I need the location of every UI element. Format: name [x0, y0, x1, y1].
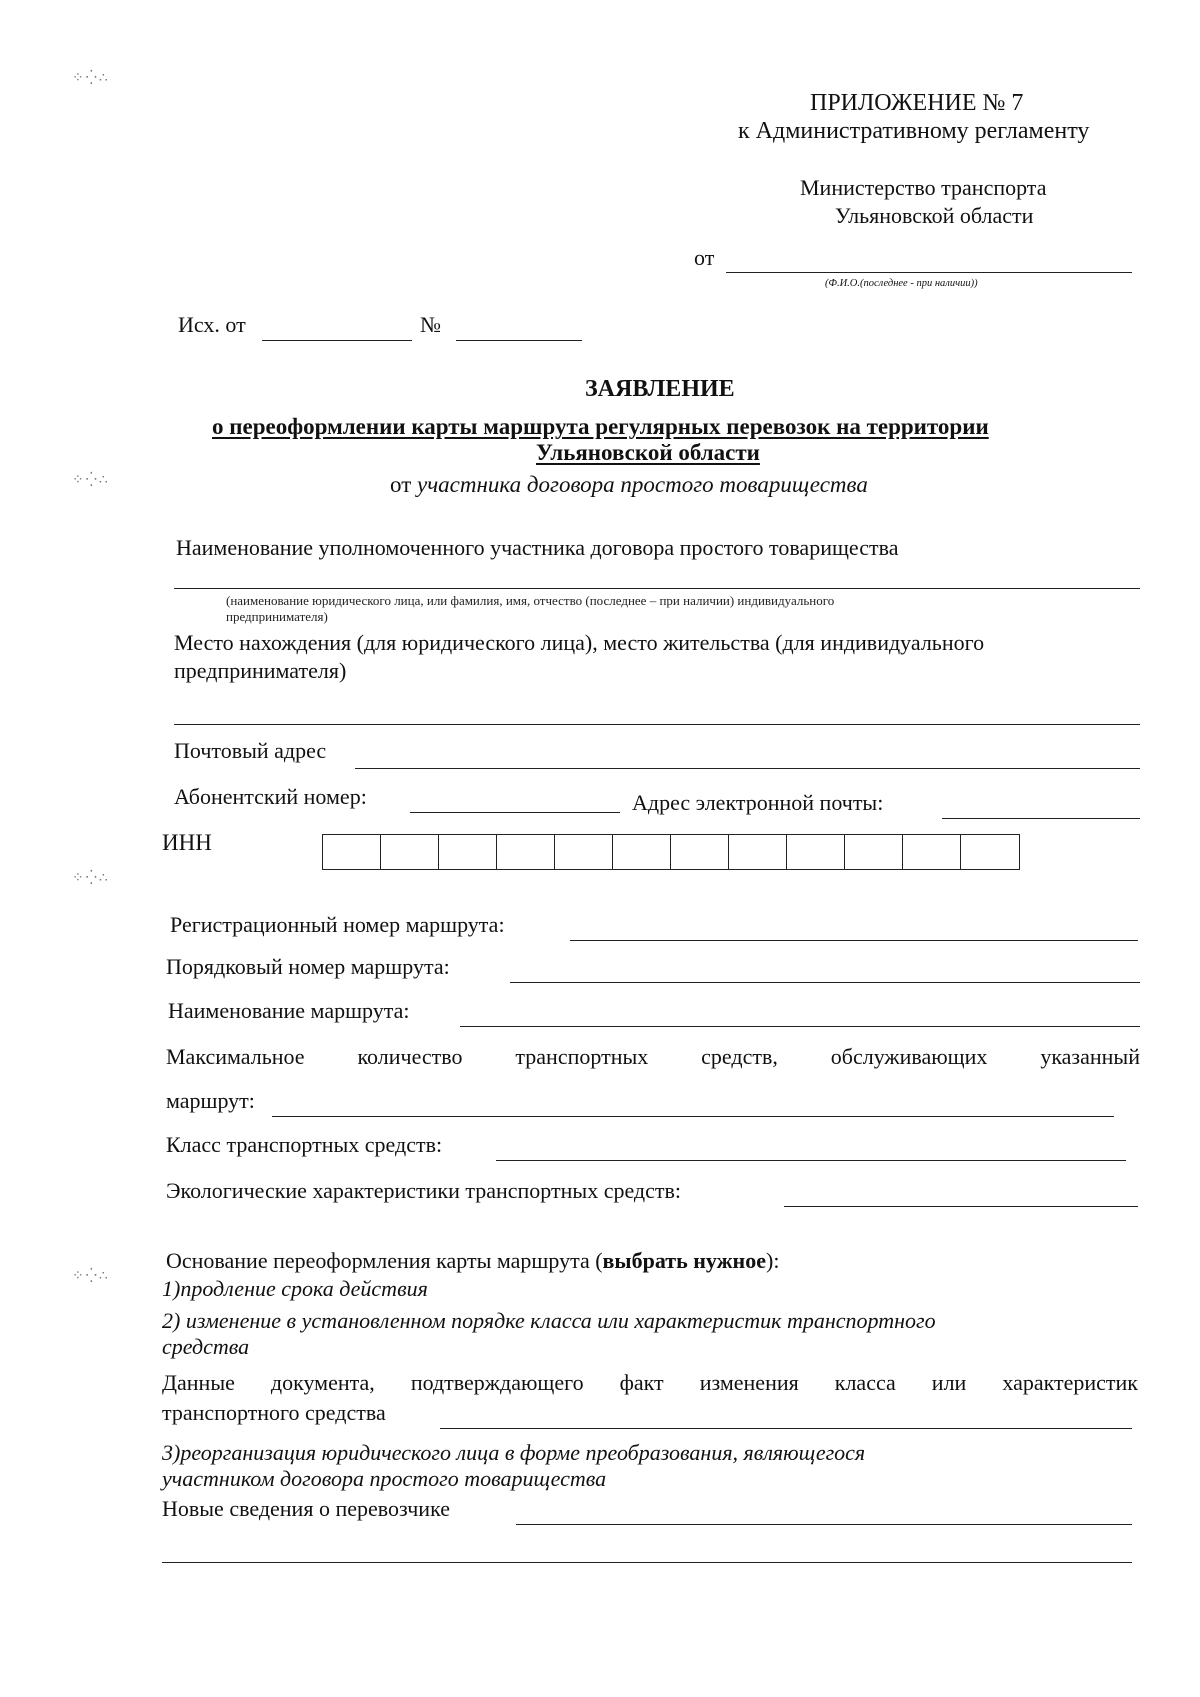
- appendix-number: ПРИЛОЖЕНИЕ № 7: [810, 90, 1024, 116]
- email-field[interactable]: [942, 818, 1140, 819]
- document-data-field[interactable]: [440, 1428, 1132, 1429]
- inn-digit-cell[interactable]: [613, 835, 671, 869]
- route-name-field[interactable]: [460, 1026, 1140, 1027]
- vehicle-class-field[interactable]: [496, 1160, 1126, 1161]
- word: подтверждающего: [410, 1370, 584, 1395]
- scan-speck: ⁘⁛∴: [72, 71, 110, 86]
- postal-address-label: Почтовый адрес: [174, 738, 327, 763]
- scan-speck: ⁘⁛∴: [72, 871, 110, 886]
- inn-digit-cell[interactable]: [787, 835, 845, 869]
- word: характеристик: [1002, 1370, 1138, 1395]
- word: Данные: [162, 1370, 235, 1395]
- word: факт: [619, 1370, 664, 1395]
- basis-intro-text: Основание переоформления карты маршрута (: [166, 1248, 603, 1273]
- new-carrier-info-field-continued[interactable]: [162, 1562, 1132, 1563]
- location-label-line1: Место нахождения (для юридического лица), место жительства (для индивидуального: [174, 630, 985, 655]
- max-vehicles-label-line1: [166, 1044, 1140, 1070]
- location-label-line2: предпринимателя): [174, 658, 347, 683]
- applicant-name-field[interactable]: [726, 272, 1132, 273]
- phone-label: Абонентский номер:: [174, 784, 367, 809]
- inn-digit-cell[interactable]: [439, 835, 497, 869]
- phone-field[interactable]: [410, 812, 620, 813]
- word: обслуживающих: [830, 1044, 988, 1069]
- document-from-prefix: от: [390, 472, 412, 497]
- max-vehicles-label-line2: маршрут:: [166, 1088, 255, 1113]
- eco-characteristics-label: Экологические характеристики транспортных средств:: [166, 1178, 682, 1203]
- applicant-name-hint: (Ф.И.О.(последнее - при наличии)): [825, 278, 978, 289]
- basis-intro-emphasis: выбрать нужное: [602, 1248, 766, 1273]
- new-carrier-info-field[interactable]: [516, 1524, 1132, 1525]
- basis-option-3-line1[interactable]: 3)реорганизация юридического лица в форме преобразования, являющегося: [162, 1440, 866, 1465]
- word: транспортных: [515, 1044, 649, 1069]
- vehicle-class-label: Класс транспортных средств:: [166, 1132, 443, 1157]
- word: средств,: [701, 1044, 778, 1069]
- word: Максимальное: [166, 1044, 305, 1069]
- from-label: от: [694, 245, 715, 270]
- scan-speck: ⁘⁛∴: [72, 1269, 110, 1284]
- word: изменения: [699, 1370, 799, 1395]
- outgoing-number-label: №: [420, 312, 441, 337]
- inn-digit-cell[interactable]: [903, 835, 961, 869]
- registration-number-field[interactable]: [570, 940, 1138, 941]
- participant-name-label: Наименование уполномоченного участника договора простого товарищества: [176, 535, 899, 560]
- basis-option-1[interactable]: 1)продление срока действия: [162, 1276, 428, 1301]
- word: количество: [357, 1044, 463, 1069]
- document-data-label-line2: транспортного средства: [162, 1400, 386, 1425]
- basis-option-2-line1[interactable]: 2) изменение в установленном порядке класса или характеристик транспортного: [162, 1308, 936, 1333]
- inn-label: ИНН: [162, 830, 212, 855]
- outgoing-label: Исх. от: [178, 312, 246, 337]
- order-number-field[interactable]: [510, 982, 1140, 983]
- word: указанный: [1040, 1044, 1140, 1069]
- max-vehicles-field[interactable]: [272, 1116, 1114, 1117]
- participant-name-field[interactable]: [174, 588, 1140, 589]
- participant-name-hint-line1: (наименование юридического лица, или фамилия, имя, отчество (последнее – при наличии) индивидуального: [226, 593, 835, 608]
- inn-digit-cell[interactable]: [671, 835, 729, 869]
- inn-digit-cell[interactable]: [845, 835, 903, 869]
- scan-speck: ⁘⁛∴: [72, 473, 110, 488]
- inn-digit-cell[interactable]: [961, 835, 1019, 869]
- route-name-label: Наименование маршрута:: [168, 998, 410, 1023]
- order-number-label: Порядковый номер маршрута:: [166, 954, 450, 979]
- inn-input[interactable]: [322, 834, 1020, 870]
- inn-digit-cell[interactable]: [555, 835, 613, 869]
- basis-intro: [166, 1248, 779, 1274]
- registration-number-label: Регистрационный номер маршрута:: [170, 912, 505, 937]
- outgoing-date-field[interactable]: [262, 340, 412, 341]
- new-carrier-info-label: Новые сведения о перевозчике: [162, 1496, 450, 1521]
- addressee-line1: Министерство транспорта: [800, 175, 1047, 200]
- inn-digit-cell[interactable]: [381, 835, 439, 869]
- document-data-label-line1: [162, 1370, 1138, 1396]
- document-from-party: участника договора простого товарищества: [417, 472, 868, 497]
- document-subtitle-line1: о переоформлении карты маршрута регулярных перевозок на территории: [212, 414, 989, 439]
- email-label: Адрес электронной почты:: [632, 790, 884, 815]
- basis-option-3-line2: участником договора простого товарищества: [162, 1466, 607, 1491]
- inn-digit-cell[interactable]: [323, 835, 381, 869]
- word: класса: [834, 1370, 896, 1395]
- document-title: ЗАЯВЛЕНИЕ: [585, 376, 735, 402]
- basis-option-2-line2: средства: [162, 1334, 250, 1359]
- basis-intro-end: ):: [766, 1248, 780, 1273]
- eco-characteristics-field[interactable]: [784, 1206, 1138, 1207]
- document-from-line: [390, 472, 868, 498]
- addressee-line2: Ульяновской области: [835, 203, 1034, 228]
- regulation-reference: к Административному регламенту: [738, 118, 1090, 144]
- postal-address-field[interactable]: [355, 768, 1140, 769]
- inn-digit-cell[interactable]: [497, 835, 555, 869]
- outgoing-number-field[interactable]: [456, 340, 582, 341]
- document-subtitle-line2: Ульяновской области: [536, 440, 760, 465]
- word: или: [931, 1370, 967, 1395]
- word: документа,: [270, 1370, 375, 1395]
- inn-digit-cell[interactable]: [729, 835, 787, 869]
- location-field[interactable]: [174, 724, 1140, 725]
- participant-name-hint-line2: предпринимателя): [226, 609, 328, 624]
